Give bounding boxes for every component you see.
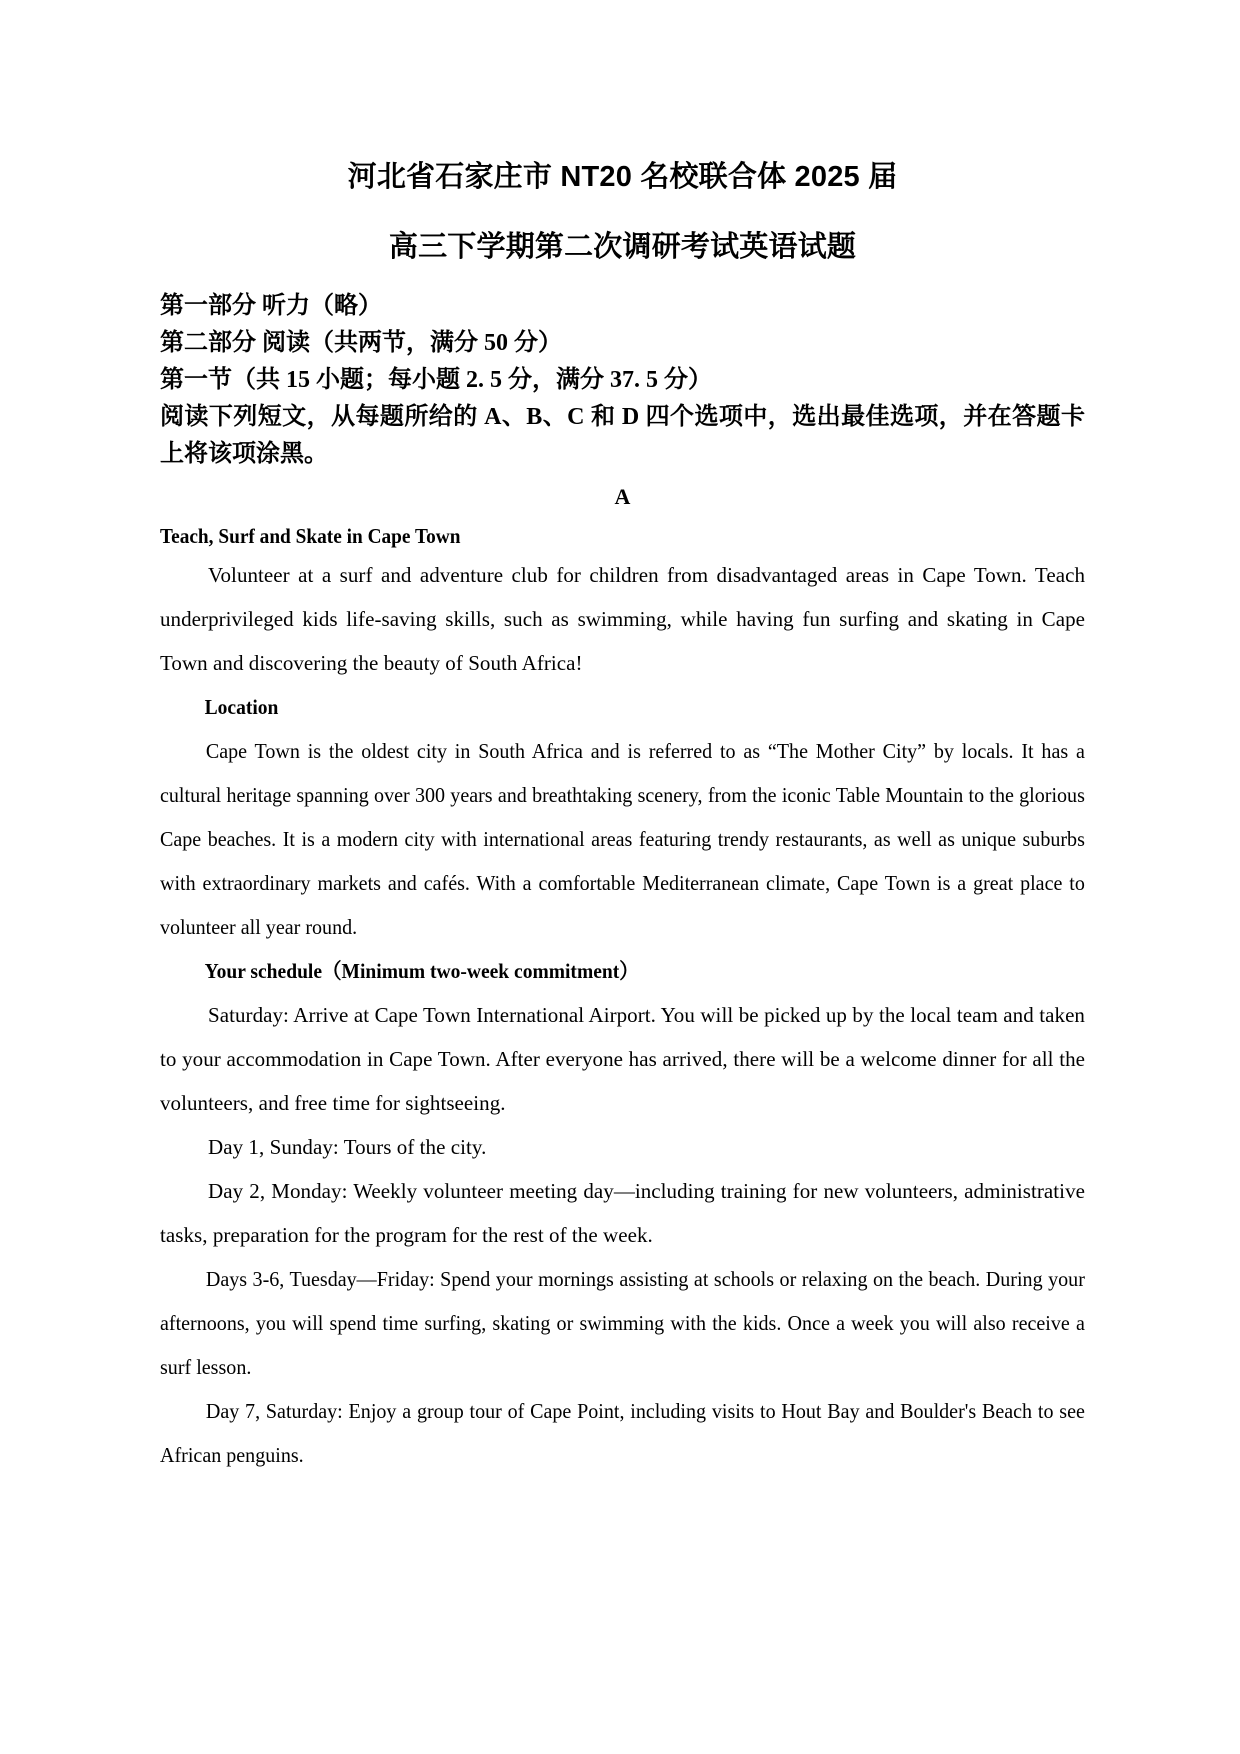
passage-intro-paragraph: Volunteer at a surf and adventure club for children from disadvantaged areas in Cape Town. Teach underprivileged kids life-saving skills, such as swimming, while having fun surfing and skating in Cape Town and discovering the beauty of South Africa! [160, 563, 1085, 675]
schedule-item-saturday: Saturday: Arrive at Cape Town International Airport. You will be picked up by the local team and taken to your accommodation in Cape Town. After everyone has arrived, there will be a welcome dinner for all the volunteers, and free time for sightseeing. [160, 1003, 1085, 1115]
passage-schedule-heading: Your schedule（Minimum two-week commitment） [204, 959, 639, 983]
instruction-part-two: 第二部分 阅读（共两节，满分 50 分） [160, 330, 562, 356]
passage-location-heading: Location [204, 695, 279, 719]
passage-title: Teach, Surf and Skate in Cape Town [160, 524, 461, 548]
document-title-line-2: 高三下学期第二次调研考试英语试题 [388, 231, 857, 263]
schedule-item-day-7: Day 7, Saturday: Enjoy a group tour of Cape Point, including visits to Hout Bay and Boulder's Beach to see African penguins. [160, 1399, 1085, 1467]
instruction-part-one: 第一部分 听力（略） [160, 293, 382, 319]
document-title-line-1: 河北省石家庄市 NT20 名校联合体 2025 届 [347, 161, 898, 193]
page-content [160, 140, 1085, 1477]
schedule-item-days-3-6: Days 3-6, Tuesday—Friday: Spend your mornings assisting at schools or relaxing on the beach. During your afternoons, you will spend time surfing, skating or swimming with the kids. Once a week you will also receive a surf lesson. [160, 1267, 1085, 1379]
instruction-section-one: 第一节（共 15 小题；每小题 2. 5 分，满分 37. 5 分） [160, 367, 712, 393]
schedule-item-day-2: Day 2, Monday: Weekly volunteer meeting day—including training for new volunteers, administrative tasks, preparation for the program for the rest of the week. [160, 1179, 1085, 1247]
instruction-directions: 阅读下列短文，从每题所给的 A、B、C 和 D 四个选项中，选出最佳选项，并在答题卡上将该项涂黑。 [160, 404, 1085, 467]
section-letter-a: A [614, 484, 631, 509]
passage-location-paragraph: Cape Town is the oldest city in South Africa and is referred to as “The Mother City” by locals. It has a cultural heritage spanning over 300 years and breathtaking scenery, from the iconic Table Mountain to the glorious Cape beaches. It is a modern city with international areas featuring trendy restaurants, as well as unique suburbs with extraordinary markets and cafés. With a comfortable Mediterranean climate, Cape Town is a great place to volunteer all year round. [160, 739, 1085, 939]
schedule-item-day-1: Day 1, Sunday: Tours of the city. [208, 1135, 487, 1159]
